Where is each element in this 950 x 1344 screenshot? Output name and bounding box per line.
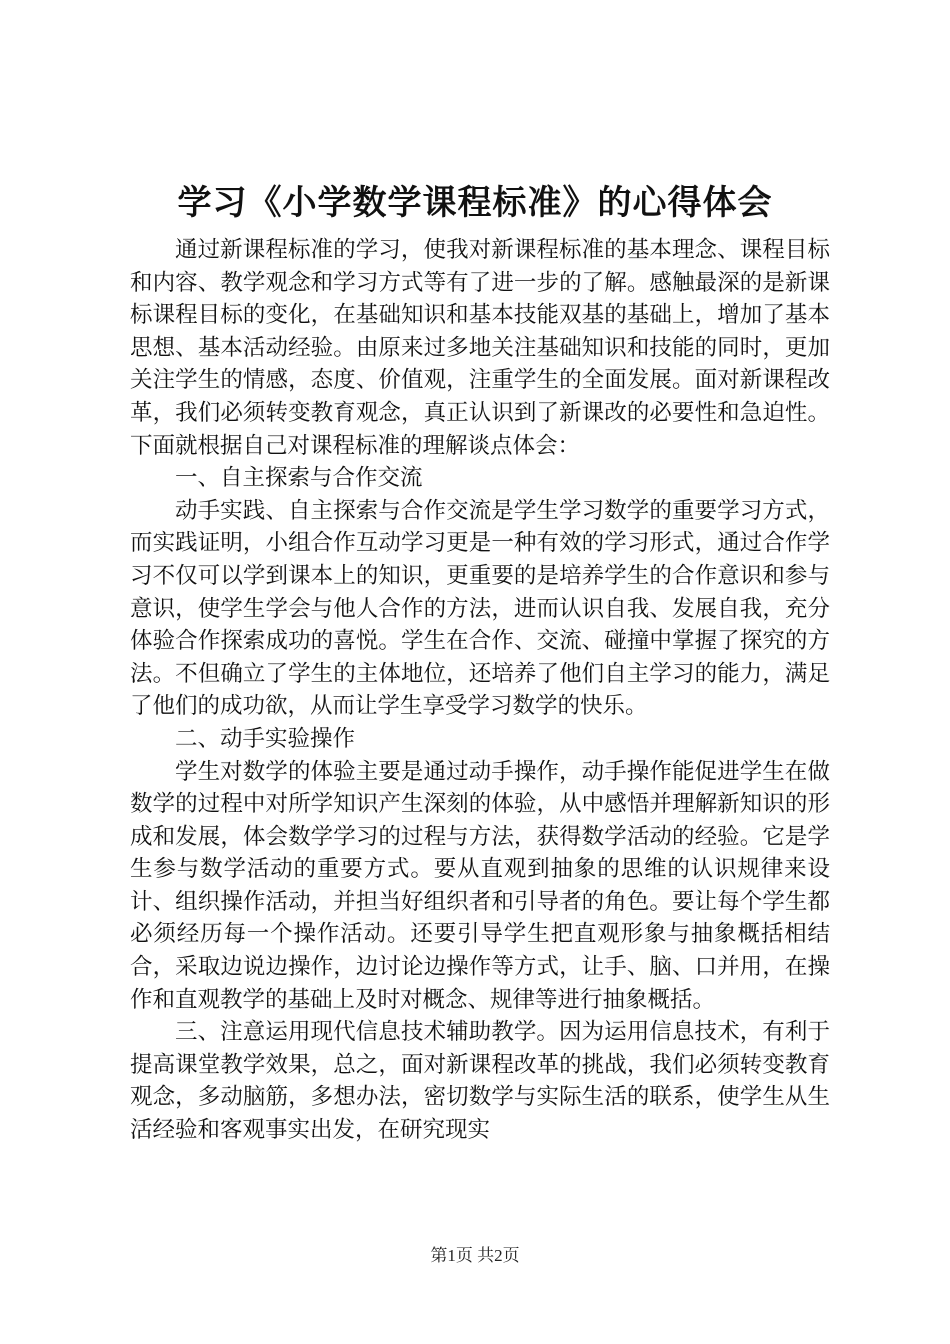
section-paragraph-2: 学生对数学的体验主要是通过动手操作，动手操作能促进学生在做数学的过程中对所学知识产生深刻的体验，从中感悟并理解新知识的形成和发展，体会数学学习的过程与方法，获得数学活动的经验。它是学生参与数学活动的重要方式。要从直观到抽象的思维的认识规律来设计、组织操作活动，并担当好组织者和引导者的角色。要让每个学生都必须经历每一个操作活动。还要引导学生把直观形象与抽象概括相结合，采取边说边操作，边讨论边操作等方式，让手、脑、口并用，在操作和直观教学的基础上及时对概念、规律等进行抽象概括。 (130, 758, 830, 1013)
document-title: 学习《小学数学课程标准》的心得体会 (177, 183, 773, 223)
section-heading-2: 二、动手实验操作 (175, 725, 356, 752)
section-paragraph-3: 三、注意运用现代信息技术辅助教学。因为运用信息技术，有利于提高课堂教学效果，总之，面对新课程改革的挑战，我们必须转变教育观念，多动脑筋，多想办法，密切数学与实际生活的联系，使学生从生活经验和客观事实出发，在研究现实 (130, 1019, 830, 1144)
section-paragraph-1: 动手实践、自主探索与合作交流是学生学习数学的重要学习方式，而实践证明，小组合作互动学习更是一种有效的学习形式，通过合作学习不仅可以学到课本上的知识，更重要的是培养学生的合作意识和参与意识，使学生学会与他人合作的方法，进而认识自我、发展自我，充分体验合作探索成功的喜悦。学生在合作、交流、碰撞中掌握了探究的方法。不但确立了学生的主体地位，还培养了他们自主学习的能力，满足了他们的成功欲，从而让学生享受学习数学的快乐。 (130, 497, 830, 720)
page-number-footer: 第1页 共2页 (430, 1246, 520, 1265)
intro-paragraph: 通过新课程标准的学习，使我对新课程标准的基本理念、课程目标和内容、教学观念和学习方式等有了进一步的了解。感触最深的是新课标课程目标的变化，在基础知识和基本技能双基的基础上，增加了基本思想、基本活动经验。由原来过多地关注基础知识和技能的同时，更加关注学生的情感，态度、价值观，注重学生的全面发展。面对新课程改革，我们必须转变教育观念，真正认识到了新课改的必要性和急迫性。下面就根据自己对课程标准的理解谈点体会： (130, 237, 830, 459)
document-body (130, 234, 830, 1147)
section-heading-1: 一、自主探索与合作交流 (175, 465, 423, 492)
